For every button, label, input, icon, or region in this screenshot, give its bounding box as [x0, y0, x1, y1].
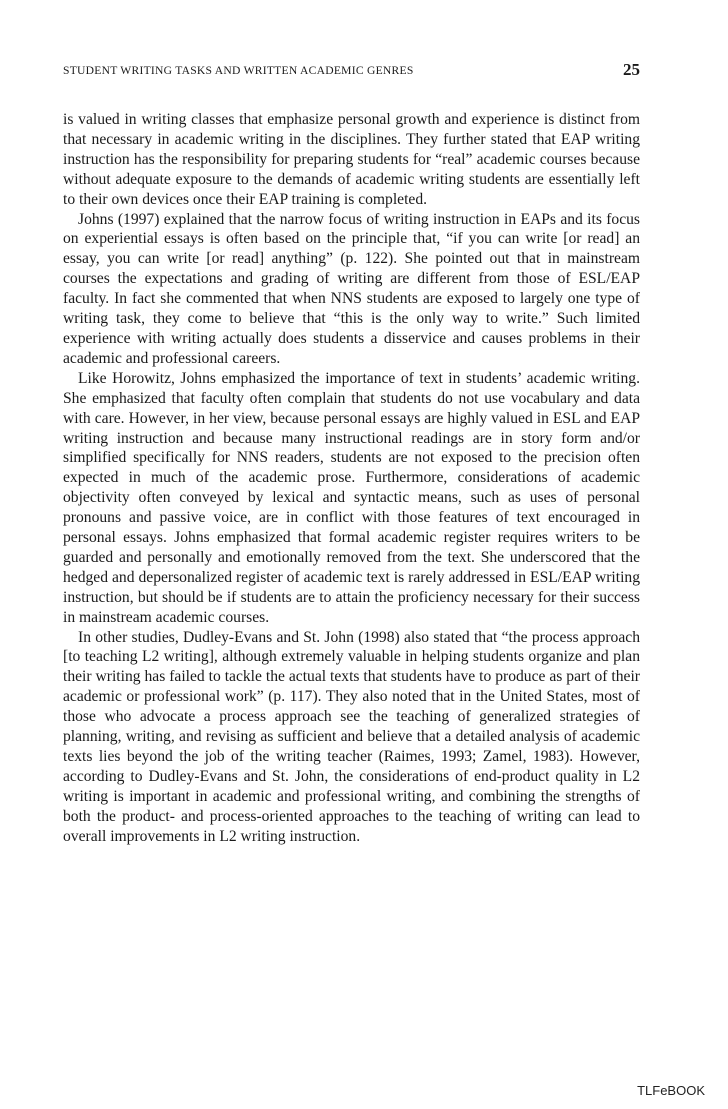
page-number: 25 [623, 60, 640, 79]
watermark: TLFeBOOK [637, 1083, 705, 1098]
paragraph-4: In other studies, Dudley-Evans and St. John (1998) also stated that “the process approach [to teaching L2 writing], although extremely valuable in helping students organize and plan their writing has failed to tackle the actual texts that students have to produce as part of their academic or professional work” (p. 117). They also noted that in the United States, most of those who advocate a process approach see the teaching of generalized strategies of planning, writing, and revising as sufficient and believe that a detailed analysis of academic texts lies beyond the job of the writing teacher (Raimes, 1993; Zamel, 1983). However, according to Dudley-Evans and St. John, the considerations of end-product quality in L2 writing is important in academic and professional writing, and combining the strengths of both the product- and process-oriented approaches to the teaching of writing can lead to overall improvements in L2 writing instruction. [63, 628, 640, 845]
paragraph-1: is valued in writing classes that emphasize personal growth and experience is distinct from that necessary in academic writing in the disciplines. They further stated that EAP writing instruction has the responsibility for preparing students for “real” academic courses because without adequate exposure to the demands of academic writing students are essentially left to their own devices once their EAP training is completed. [63, 111, 640, 208]
running-head: STUDENT WRITING TASKS AND WRITTEN ACADEMIC GENRES [63, 64, 414, 77]
body-text [63, 110, 640, 847]
page-header [63, 60, 640, 84]
paragraph-3: Like Horowitz, Johns emphasized the importance of text in students’ academic writing. She emphasized that faculty often complain that students do not use vocabulary and data with care. However, in her view, because personal essays are highly valued in ESL and EAP writing instruction and because many instructional readings are in story form and/or simplified specifically for NNS readers, students are not exposed to the precision often expected in much of the academic prose. Furthermore, considerations of academic objectivity often conveyed by lexical and syntactic means, such as uses of personal pronouns and passive voice, are in conflict with those features of text encouraged in personal essays. Johns emphasized that formal academic register requires writers to be guarded and personally and emotionally removed from the text. She underscored that the hedged and depersonalized register of academic text is rarely addressed in ESL/EAP writing instruction, but should be if students are to attain the proficiency necessary for their success in mainstream academic courses. [63, 369, 640, 626]
paragraph-2: Johns (1997) explained that the narrow focus of writing instruction in EAPs and its focus on experiential essays is often based on the principle that, “if you can write [or read] an essay, you can write [or read] anything” (p. 122). She pointed out that in mainstream courses the expectations and grading of writing are different from those of ESL/EAP faculty. In fact she commented that when NNS students are exposed to largely one type of writing task, they come to believe that “this is the only way to write.” Such limited experience with writing actually does students a disservice and causes problems in their academic and professional careers. [63, 210, 640, 367]
